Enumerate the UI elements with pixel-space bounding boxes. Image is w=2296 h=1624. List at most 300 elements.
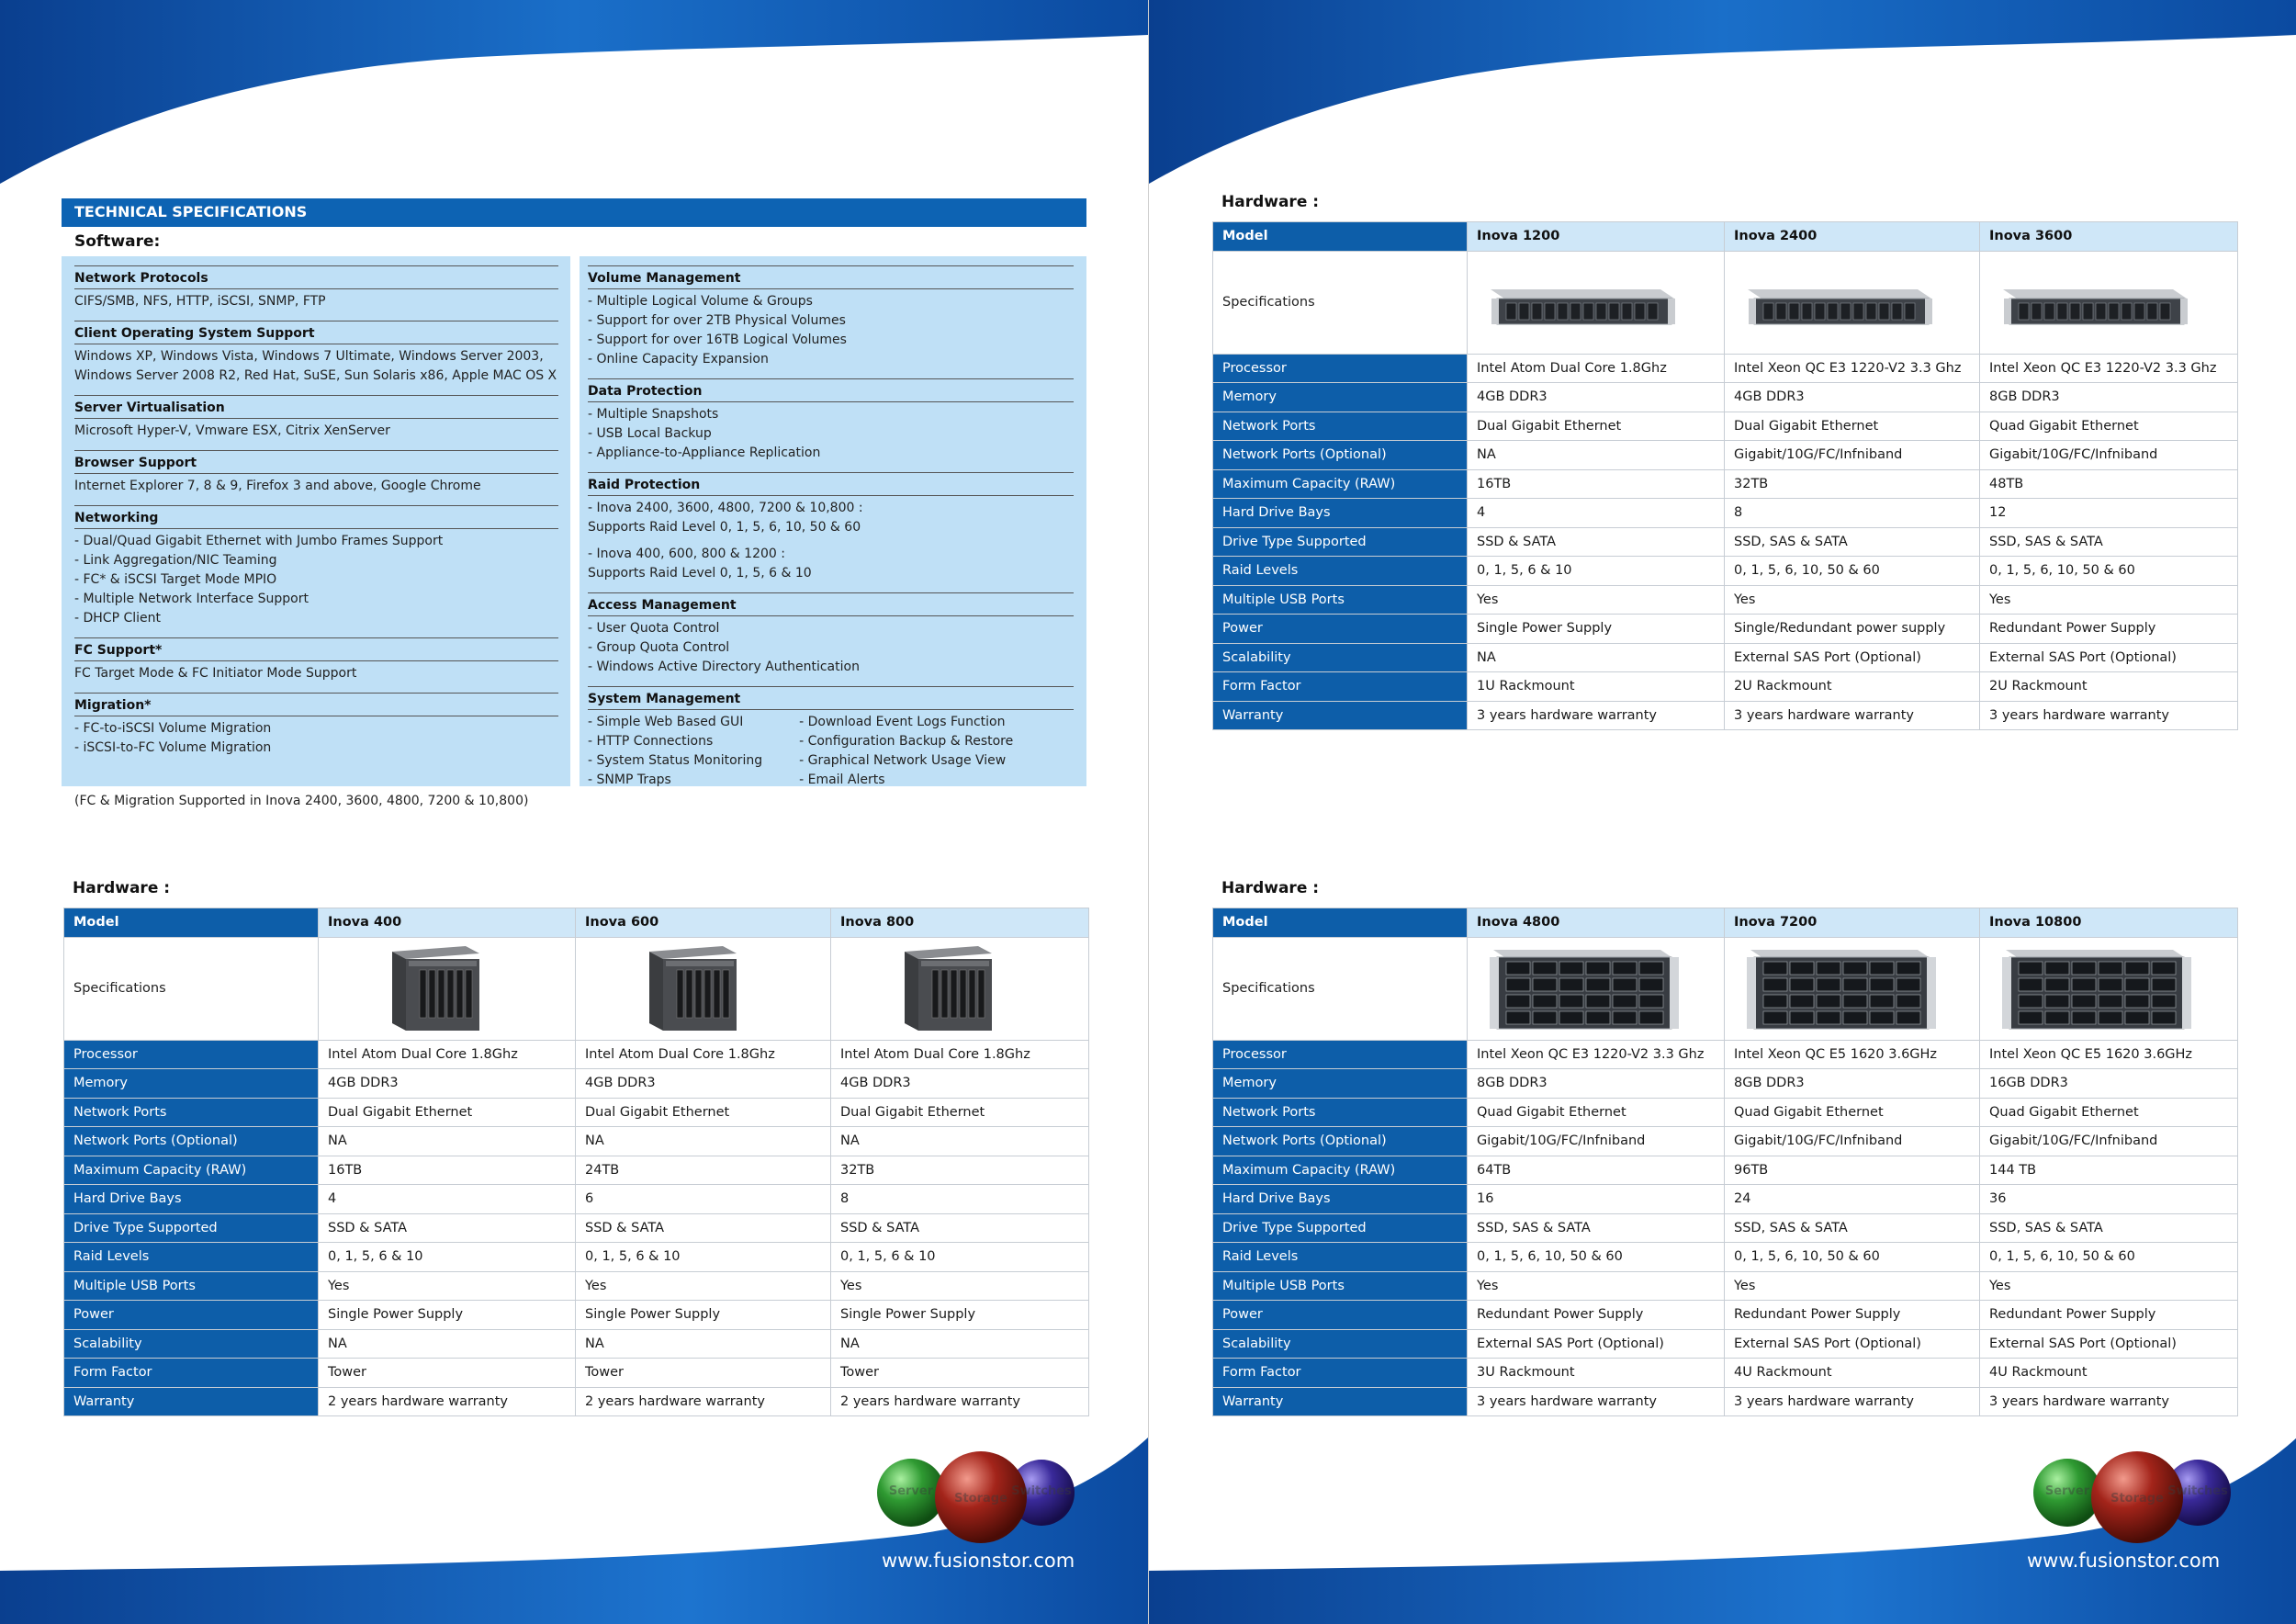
table-row — [64, 1040, 1089, 1069]
table-cell: Single Power Supply — [319, 1301, 576, 1330]
table-cell: 16TB — [1468, 469, 1725, 499]
table-row — [1213, 527, 2238, 557]
software-section — [588, 378, 1074, 463]
software-line: Supports Raid Level 0, 1, 5, 6 & 10 — [588, 566, 812, 581]
software-section-body — [74, 289, 558, 311]
table-row — [64, 1185, 1089, 1214]
table-cell: Single/Redundant power supply — [1725, 615, 1980, 644]
software-section-heading: Migration* — [74, 693, 558, 716]
table-cell: Single Power Supply — [1468, 615, 1725, 644]
table-cell: 3 years hardware warranty — [1468, 1387, 1725, 1416]
row-label: Hard Drive Bays — [1213, 1185, 1468, 1214]
table-cell: Gigabit/10G/FC/Infniband — [1980, 1127, 2238, 1156]
software-line: - Multiple Logical Volume & Groups — [588, 294, 813, 309]
software-section-heading: Data Protection — [588, 378, 1074, 402]
table-cell: 0, 1, 5, 6, 10, 50 & 60 — [1725, 557, 1980, 586]
table-cell: NA — [576, 1127, 831, 1156]
software-line — [588, 537, 1074, 545]
software-right-column — [588, 256, 1074, 790]
table-cell: Yes — [1725, 1271, 1980, 1301]
table-cell: 0, 1, 5, 6 & 10 — [831, 1243, 1089, 1272]
product-image-cell — [1468, 251, 1725, 354]
table-row — [1213, 1359, 2238, 1388]
table-cell: 16GB DDR3 — [1980, 1069, 2238, 1099]
hardware-title-2: Hardware : — [1221, 193, 1320, 211]
software-line: - FC-to-iSCSI Volume Migration — [74, 721, 272, 736]
software-line: - Inova 2400, 3600, 4800, 7200 & 10,800 : — [588, 501, 863, 515]
software-section — [588, 265, 1074, 369]
table-cell: SSD & SATA — [831, 1213, 1089, 1243]
table-cell: Yes — [1468, 1271, 1725, 1301]
model-name-header: Inova 7200 — [1725, 908, 1980, 938]
table-row — [64, 1359, 1089, 1388]
software-spec-box — [62, 256, 1086, 786]
software-left-column — [74, 256, 558, 758]
software-section — [74, 693, 558, 758]
software-line: Microsoft Hyper-V, Vmware ESX, Citrix XenServer — [74, 423, 390, 438]
software-section — [74, 505, 558, 628]
table-cell: Yes — [1468, 585, 1725, 615]
table-cell: 24 — [1725, 1185, 1980, 1214]
table-cell: 4GB DDR3 — [1725, 383, 1980, 412]
table-cell: Gigabit/10G/FC/Infniband — [1725, 1127, 1980, 1156]
software-line: - Email Alerts — [799, 773, 885, 787]
table-cell: Tower — [576, 1359, 831, 1388]
table-row — [1213, 701, 2238, 730]
table-row — [1213, 1127, 2238, 1156]
software-section-heading: Access Management — [588, 592, 1074, 616]
table-row — [1213, 1301, 2238, 1330]
table-cell: Redundant Power Supply — [1980, 1301, 2238, 1330]
software-line: Windows Server 2008 R2, Red Hat, SuSE, Sun Solaris x86, Apple MAC OS X — [74, 368, 557, 383]
table-cell: Yes — [1980, 1271, 2238, 1301]
table-cell: 64TB — [1468, 1156, 1725, 1185]
table-cell: NA — [1468, 643, 1725, 672]
table-cell: Dual Gigabit Ethernet — [319, 1098, 576, 1127]
table-cell: External SAS Port (Optional) — [1468, 1329, 1725, 1359]
specifications-label: Specifications — [1213, 251, 1468, 354]
table-cell: 2 years hardware warranty — [831, 1387, 1089, 1416]
product-image-cell — [319, 937, 576, 1040]
table-cell: SSD, SAS & SATA — [1980, 1213, 2238, 1243]
table-cell: Intel Atom Dual Core 1.8Ghz — [831, 1040, 1089, 1069]
table-header-row — [1213, 222, 2238, 252]
software-line: - Group Quota Control — [588, 640, 730, 655]
row-label: Form Factor — [64, 1359, 319, 1388]
website-url[interactable]: www.fusionstor.com — [882, 1550, 1075, 1572]
table-row — [1213, 557, 2238, 586]
product-spheres-logo — [2020, 1447, 2258, 1548]
model-header: Model — [1213, 222, 1468, 252]
software-section-body — [74, 661, 558, 683]
software-section-heading: Raid Protection — [588, 472, 1074, 496]
sphere-label-switches: Switches — [1011, 1484, 1072, 1498]
table-row — [1213, 383, 2238, 412]
row-label: Processor — [1213, 1040, 1468, 1069]
table-cell: Quad Gigabit Ethernet — [1980, 412, 2238, 441]
table-cell: SSD, SAS & SATA — [1725, 1213, 1980, 1243]
row-label: Raid Levels — [64, 1243, 319, 1272]
table-cell: Intel Xeon QC E5 1620 3.6GHz — [1725, 1040, 1980, 1069]
table-cell: 96TB — [1725, 1156, 1980, 1185]
table-cell: Yes — [319, 1271, 576, 1301]
table-cell: 12 — [1980, 499, 2238, 528]
model-name-header: Inova 4800 — [1468, 908, 1725, 938]
table-row — [1213, 585, 2238, 615]
table-cell: 36 — [1980, 1185, 2238, 1214]
table-cell: 3 years hardware warranty — [1725, 701, 1980, 730]
table-row — [1213, 615, 2238, 644]
specifications-label: Specifications — [1213, 937, 1468, 1040]
table-cell: 2 years hardware warranty — [576, 1387, 831, 1416]
product-image — [1989, 941, 2200, 1032]
table-cell: 6 — [576, 1185, 831, 1214]
table-row — [1213, 412, 2238, 441]
table-cell: 3 years hardware warranty — [1468, 701, 1725, 730]
software-line: - System Status Monitoring — [588, 753, 763, 768]
table-cell: 8GB DDR3 — [1468, 1069, 1725, 1099]
software-title: Software: — [74, 232, 161, 251]
table-cell: 4GB DDR3 — [831, 1069, 1089, 1099]
table-cell: 3 years hardware warranty — [1980, 1387, 2238, 1416]
row-label: Memory — [64, 1069, 319, 1099]
table-cell: SSD, SAS & SATA — [1725, 527, 1980, 557]
table-cell: 0, 1, 5, 6 & 10 — [576, 1243, 831, 1272]
software-column-divider — [570, 256, 580, 786]
software-line: - Appliance-to-Appliance Replication — [588, 445, 821, 460]
row-label: Warranty — [1213, 1387, 1468, 1416]
row-label: Scalability — [1213, 1329, 1468, 1359]
row-label: Network Ports (Optional) — [1213, 441, 1468, 470]
product-image-cell — [1725, 937, 1980, 1040]
row-label: Multiple USB Ports — [1213, 1271, 1468, 1301]
table-cell: External SAS Port (Optional) — [1980, 643, 2238, 672]
row-label: Power — [64, 1301, 319, 1330]
model-name-header: Inova 600 — [576, 908, 831, 938]
row-label: Form Factor — [1213, 1359, 1468, 1388]
model-name-header: Inova 800 — [831, 908, 1089, 938]
specifications-row — [1213, 251, 2238, 354]
table-cell: SSD, SAS & SATA — [1468, 1213, 1725, 1243]
software-section-body — [74, 344, 558, 386]
table-row — [64, 1069, 1089, 1099]
row-label: Network Ports (Optional) — [64, 1127, 319, 1156]
row-label: Form Factor — [1213, 672, 1468, 702]
model-name-header: Inova 1200 — [1468, 222, 1725, 252]
table-row — [1213, 354, 2238, 383]
table-cell: 4GB DDR3 — [319, 1069, 576, 1099]
table-cell: NA — [319, 1127, 576, 1156]
software-section-body — [74, 529, 558, 628]
software-line: - Multiple Network Interface Support — [74, 592, 309, 606]
software-line: - Configuration Backup & Restore — [799, 734, 1014, 749]
row-label: Scalability — [64, 1329, 319, 1359]
specifications-row — [64, 937, 1089, 1040]
software-section-heading: Server Virtualisation — [74, 395, 558, 419]
software-line: - Support for over 2TB Physical Volumes — [588, 313, 846, 328]
table-cell: NA — [576, 1329, 831, 1359]
sphere-label-server: Server — [888, 1484, 934, 1498]
hardware-title-1: Hardware : — [73, 879, 171, 897]
table-cell: 32TB — [831, 1156, 1089, 1185]
software-section-body — [74, 419, 558, 441]
software-line: - Inova 400, 600, 800 & 1200 : — [588, 547, 785, 561]
table-cell: NA — [831, 1127, 1089, 1156]
table-cell: Quad Gigabit Ethernet — [1725, 1098, 1980, 1127]
software-section-heading: Client Operating System Support — [74, 321, 558, 344]
row-label: Raid Levels — [1213, 1243, 1468, 1272]
system-management-col1 — [588, 713, 762, 790]
row-label: Network Ports — [1213, 412, 1468, 441]
technical-specifications-banner: TECHNICAL SPECIFICATIONS — [62, 198, 1086, 227]
table-row — [1213, 1156, 2238, 1185]
table-cell: 16 — [1468, 1185, 1725, 1214]
software-line: - Windows Active Directory Authentication — [588, 660, 860, 674]
software-section — [74, 321, 558, 386]
product-image — [1734, 941, 1945, 1032]
right-page — [1148, 0, 2296, 1624]
table-row — [1213, 1040, 2238, 1069]
table-row — [1213, 1243, 2238, 1272]
software-section-body — [588, 496, 1074, 583]
table-cell: Redundant Power Supply — [1468, 1301, 1725, 1330]
software-section-heading: Browser Support — [74, 450, 558, 474]
table-cell: Redundant Power Supply — [1980, 615, 2238, 644]
software-line: - Link Aggregation/NIC Teaming — [74, 553, 277, 568]
product-image — [840, 941, 1052, 1032]
product-image-cell — [831, 937, 1089, 1040]
table-cell: 24TB — [576, 1156, 831, 1185]
software-line: - Support for over 16TB Logical Volumes — [588, 333, 847, 347]
table-cell: 3U Rackmount — [1468, 1359, 1725, 1388]
software-line: Internet Explorer 7, 8 & 9, Firefox 3 and above, Google Chrome — [74, 479, 481, 493]
software-section — [588, 472, 1074, 583]
table-cell: Single Power Supply — [831, 1301, 1089, 1330]
table-cell: Dual Gigabit Ethernet — [1468, 412, 1725, 441]
table-cell: SSD & SATA — [1468, 527, 1725, 557]
sphere-label-storage: Storage — [2110, 1492, 2164, 1506]
software-section-heading: Networking — [74, 505, 558, 529]
table-cell: Yes — [1980, 585, 2238, 615]
table-cell: 0, 1, 5, 6 & 10 — [1468, 557, 1725, 586]
table-row — [64, 1098, 1089, 1127]
model-header: Model — [1213, 908, 1468, 938]
table-cell: NA — [831, 1329, 1089, 1359]
table-cell: 48TB — [1980, 469, 2238, 499]
software-section-body — [588, 402, 1074, 463]
table-cell: Intel Xeon QC E3 1220-V2 3.3 Ghz — [1980, 354, 2238, 383]
table-row — [1213, 643, 2238, 672]
table-cell: 144 TB — [1980, 1156, 2238, 1185]
table-row — [64, 1301, 1089, 1330]
row-label: Drive Type Supported — [64, 1213, 319, 1243]
table-cell: 3 years hardware warranty — [1725, 1387, 1980, 1416]
row-label: Warranty — [64, 1387, 319, 1416]
row-label: Processor — [1213, 354, 1468, 383]
table-cell: External SAS Port (Optional) — [1725, 1329, 1980, 1359]
table-cell: 16TB — [319, 1156, 576, 1185]
row-label: Maximum Capacity (RAW) — [1213, 1156, 1468, 1185]
table-row — [1213, 469, 2238, 499]
software-section-heading: Network Protocols — [74, 265, 558, 289]
table-cell: Yes — [1725, 585, 1980, 615]
software-section — [74, 395, 558, 441]
model-name-header: Inova 10800 — [1980, 908, 2238, 938]
row-label: Network Ports — [1213, 1098, 1468, 1127]
table-cell: 0, 1, 5, 6, 10, 50 & 60 — [1725, 1243, 1980, 1272]
product-image — [1734, 254, 1945, 346]
hardware-table-inova-4800-10800 — [1212, 908, 2238, 1416]
table-cell: 0, 1, 5, 6, 10, 50 & 60 — [1980, 1243, 2238, 1272]
table-cell: 4U Rackmount — [1725, 1359, 1980, 1388]
product-image-cell — [1725, 251, 1980, 354]
row-label: Network Ports — [64, 1098, 319, 1127]
model-name-header: Inova 400 — [319, 908, 576, 938]
table-row — [1213, 441, 2238, 470]
table-row — [1213, 1185, 2238, 1214]
software-section-body — [588, 289, 1074, 369]
sphere-label-switches: Switches — [2167, 1484, 2228, 1498]
row-label: Power — [1213, 1301, 1468, 1330]
row-label: Processor — [64, 1040, 319, 1069]
table-cell: 4 — [319, 1185, 576, 1214]
hardware-title-3: Hardware : — [1221, 879, 1320, 897]
model-name-header: Inova 2400 — [1725, 222, 1980, 252]
software-section-heading: Volume Management — [588, 265, 1074, 289]
product-image-cell — [576, 937, 831, 1040]
table-row — [1213, 1387, 2238, 1416]
model-header: Model — [64, 908, 319, 938]
row-label: Multiple USB Ports — [1213, 585, 1468, 615]
software-line: - iSCSI-to-FC Volume Migration — [74, 740, 272, 755]
table-row — [64, 1329, 1089, 1359]
table-cell: 2 years hardware warranty — [319, 1387, 576, 1416]
table-row — [1213, 1329, 2238, 1359]
website-url[interactable]: www.fusionstor.com — [2027, 1550, 2221, 1572]
product-image — [1477, 254, 1688, 346]
table-cell: 8GB DDR3 — [1980, 383, 2238, 412]
table-cell: 2U Rackmount — [1980, 672, 2238, 702]
table-cell: External SAS Port (Optional) — [1725, 643, 1980, 672]
table-row — [1213, 1069, 2238, 1099]
product-image-cell — [1468, 937, 1725, 1040]
row-label: Multiple USB Ports — [64, 1271, 319, 1301]
table-cell: SSD, SAS & SATA — [1980, 527, 2238, 557]
table-row — [1213, 499, 2238, 528]
table-cell: Intel Xeon QC E3 1220-V2 3.3 Ghz — [1468, 1040, 1725, 1069]
row-label: Drive Type Supported — [1213, 1213, 1468, 1243]
product-spheres-logo — [863, 1447, 1102, 1548]
table-cell: Gigabit/10G/FC/Infniband — [1725, 441, 1980, 470]
table-cell: 8GB DDR3 — [1725, 1069, 1980, 1099]
product-image — [328, 941, 539, 1032]
table-cell: SSD & SATA — [319, 1213, 576, 1243]
table-header-row — [1213, 908, 2238, 938]
table-cell: 0, 1, 5, 6, 10, 50 & 60 — [1980, 557, 2238, 586]
software-section — [74, 450, 558, 496]
system-management-col2 — [799, 713, 1013, 790]
software-line: - Online Capacity Expansion — [588, 352, 769, 367]
software-line: - User Quota Control — [588, 621, 720, 636]
specifications-label: Specifications — [64, 937, 319, 1040]
table-cell: Yes — [831, 1271, 1089, 1301]
software-line: Windows XP, Windows Vista, Windows 7 Ultimate, Windows Server 2003, — [74, 349, 544, 364]
table-cell: NA — [319, 1329, 576, 1359]
product-image — [585, 941, 796, 1032]
table-cell: Gigabit/10G/FC/Infniband — [1468, 1127, 1725, 1156]
table-cell: Intel Atom Dual Core 1.8Ghz — [1468, 354, 1725, 383]
table-cell: Intel Atom Dual Core 1.8Ghz — [576, 1040, 831, 1069]
software-line: - Dual/Quad Gigabit Ethernet with Jumbo Frames Support — [74, 534, 444, 548]
model-name-header: Inova 3600 — [1980, 222, 2238, 252]
table-cell: Single Power Supply — [576, 1301, 831, 1330]
hardware-table-inova-1200-3600 — [1212, 221, 2238, 730]
table-header-row — [64, 908, 1089, 938]
table-cell: Intel Atom Dual Core 1.8Ghz — [319, 1040, 576, 1069]
software-section — [588, 592, 1074, 677]
table-cell: Intel Xeon QC E3 1220-V2 3.3 Ghz — [1725, 354, 1980, 383]
table-row — [64, 1271, 1089, 1301]
software-line: Supports Raid Level 0, 1, 5, 6, 10, 50 & 60 — [588, 520, 861, 535]
row-label: Network Ports (Optional) — [1213, 1127, 1468, 1156]
table-row — [64, 1213, 1089, 1243]
table-row — [64, 1127, 1089, 1156]
fc-migration-note: (FC & Migration Supported in Inova 2400, 3600, 4800, 7200 & 10,800) — [74, 794, 529, 808]
table-cell: Yes — [576, 1271, 831, 1301]
table-cell: Tower — [831, 1359, 1089, 1388]
software-section-system-management — [588, 686, 1074, 790]
sphere-label-storage: Storage — [954, 1492, 1007, 1506]
row-label: Warranty — [1213, 701, 1468, 730]
table-cell: Quad Gigabit Ethernet — [1468, 1098, 1725, 1127]
table-cell: Intel Xeon QC E5 1620 3.6GHz — [1980, 1040, 2238, 1069]
table-row — [64, 1243, 1089, 1272]
table-cell: Tower — [319, 1359, 576, 1388]
table-cell: 4GB DDR3 — [576, 1069, 831, 1099]
row-label: Drive Type Supported — [1213, 527, 1468, 557]
sphere-label-server: Server — [2044, 1484, 2090, 1498]
table-cell: 0, 1, 5, 6, 10, 50 & 60 — [1468, 1243, 1725, 1272]
table-cell: Gigabit/10G/FC/Infniband — [1980, 441, 2238, 470]
row-label: Hard Drive Bays — [64, 1185, 319, 1214]
table-row — [1213, 672, 2238, 702]
table-cell: Dual Gigabit Ethernet — [1725, 412, 1980, 441]
table-cell: 4 — [1468, 499, 1725, 528]
table-row — [1213, 1271, 2238, 1301]
table-cell: 8 — [831, 1185, 1089, 1214]
row-label: Power — [1213, 615, 1468, 644]
table-cell: SSD & SATA — [576, 1213, 831, 1243]
software-section-body — [74, 474, 558, 496]
row-label: Hard Drive Bays — [1213, 499, 1468, 528]
product-image — [1477, 941, 1688, 1032]
software-line: - Download Event Logs Function — [799, 715, 1006, 729]
software-line: - FC* & iSCSI Target Mode MPIO — [74, 572, 277, 587]
row-label: Maximum Capacity (RAW) — [1213, 469, 1468, 499]
row-label: Raid Levels — [1213, 557, 1468, 586]
software-section-body — [588, 710, 1074, 790]
table-cell: 32TB — [1725, 469, 1980, 499]
product-image-cell — [1980, 251, 2238, 354]
table-cell: Dual Gigabit Ethernet — [576, 1098, 831, 1127]
table-cell: 4U Rackmount — [1980, 1359, 2238, 1388]
software-section-body — [74, 716, 558, 758]
row-label: Memory — [1213, 1069, 1468, 1099]
software-line: - Graphical Network Usage View — [799, 753, 1007, 768]
software-line: - Multiple Snapshots — [588, 407, 719, 422]
table-cell: 4GB DDR3 — [1468, 383, 1725, 412]
software-line: FC Target Mode & FC Initiator Mode Support — [74, 666, 357, 681]
